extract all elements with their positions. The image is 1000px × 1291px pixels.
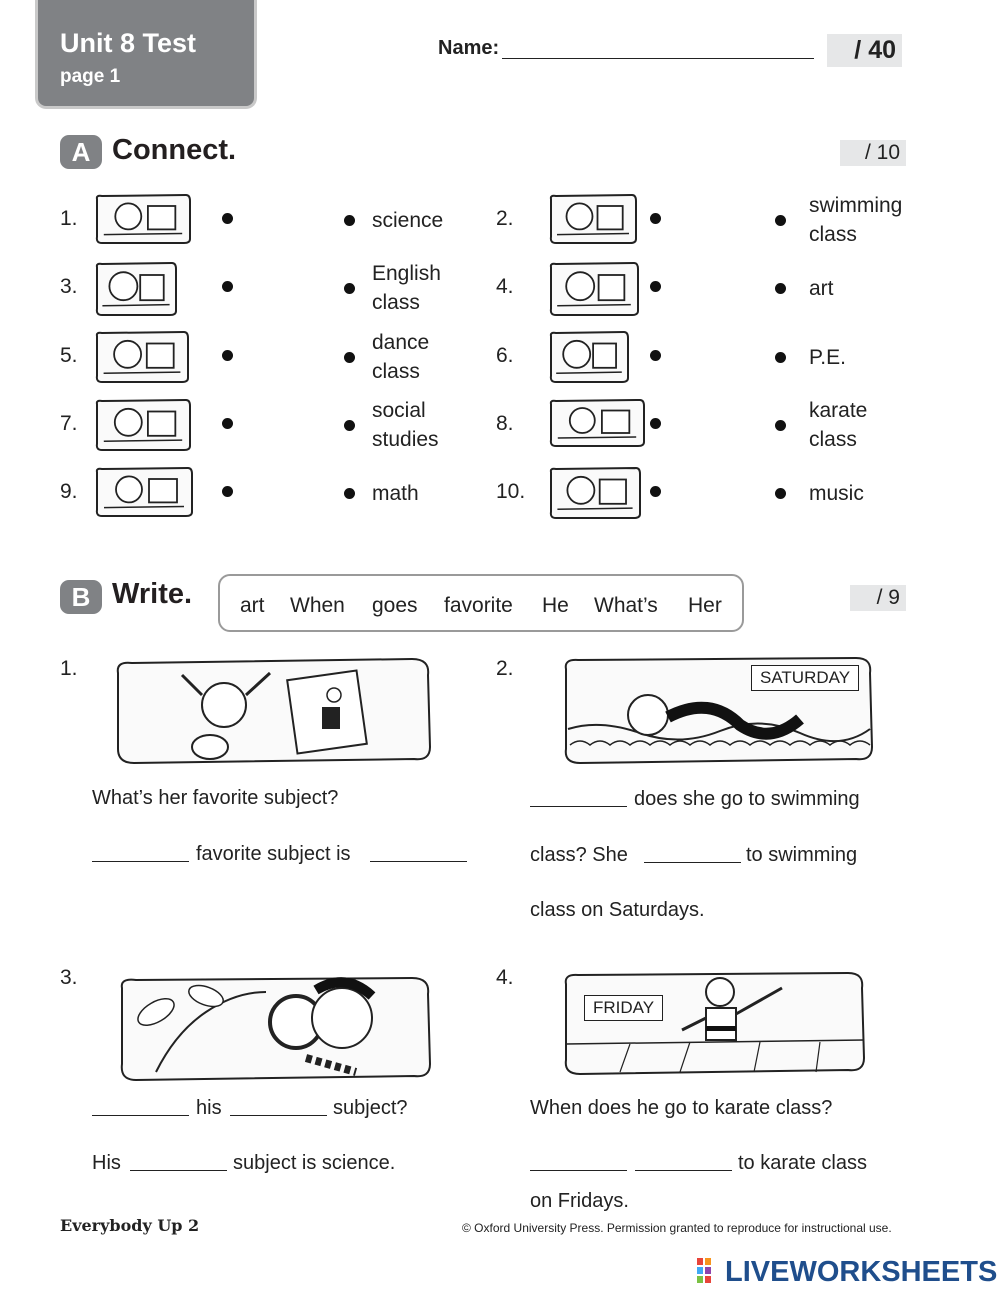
q2-text-4: class on Saturdays. xyxy=(530,899,705,921)
q3-blank-1[interactable] xyxy=(92,1115,189,1116)
q3-text-1: his xyxy=(196,1097,222,1119)
word-bank-word: Her xyxy=(688,594,722,617)
section-a-score: / 10 xyxy=(840,140,906,166)
connect-item-number: 7. xyxy=(60,412,78,435)
boy-karate-picture xyxy=(560,970,866,1076)
connect-word: swimming xyxy=(809,194,903,217)
connect-item-number: 10. xyxy=(496,480,526,503)
connect-item-number: 3. xyxy=(60,275,78,298)
connect-word: science xyxy=(372,209,444,232)
connect-item-number: 4. xyxy=(496,275,514,298)
connect-dot-left[interactable] xyxy=(650,418,661,429)
q1-blank-1[interactable] xyxy=(92,861,189,862)
connect-dot-left[interactable] xyxy=(222,350,233,361)
connect-dot-right[interactable] xyxy=(344,352,355,363)
connect-dot-right[interactable] xyxy=(775,352,786,363)
book-title: Everybody Up 2 xyxy=(60,1216,200,1235)
liveworksheets-brand: LIVEWORKSHEETS xyxy=(725,1256,998,1288)
connect-item-number: 6. xyxy=(496,344,514,367)
q2-blank-1[interactable] xyxy=(530,806,627,807)
question-number: 3. xyxy=(60,966,78,989)
connect-dot-right[interactable] xyxy=(775,420,786,431)
connect-item-number: 1. xyxy=(60,207,78,230)
girl-painting-picture xyxy=(112,655,434,767)
connect-word: English xyxy=(372,262,441,285)
connect-word: P.E. xyxy=(809,346,846,369)
connect-word: music xyxy=(809,482,864,505)
q3-blank-3[interactable] xyxy=(130,1170,227,1171)
liveworksheets-logo-icon xyxy=(697,1258,719,1284)
total-score: / 40 xyxy=(827,34,902,67)
connect-item-number: 8. xyxy=(496,412,514,435)
question-number: 4. xyxy=(496,966,514,989)
word-bank xyxy=(218,574,744,632)
q4-text-2: on Fridays. xyxy=(530,1190,629,1212)
painting-supplies-icon xyxy=(548,193,638,245)
hello-kids-icon xyxy=(94,466,194,518)
q2-text-1: does she go to swimming xyxy=(634,788,860,810)
connect-dot-left[interactable] xyxy=(222,213,233,224)
q4-text-1: to karate class xyxy=(738,1152,867,1174)
connect-dot-right[interactable] xyxy=(775,215,786,226)
computer-math-icon xyxy=(94,261,178,317)
q2-text-2: class? She xyxy=(530,844,628,866)
connect-word: karate xyxy=(809,399,868,422)
friday-label: FRIDAY xyxy=(584,995,663,1021)
connect-word-line2: class xyxy=(372,360,420,383)
musical-instruments-icon xyxy=(94,193,192,245)
q3-text-2: subject? xyxy=(333,1097,408,1119)
section-b-score: / 9 xyxy=(850,585,906,611)
word-bank-word: What’s xyxy=(594,594,658,617)
name-field[interactable] xyxy=(502,58,814,59)
saturday-label: SATURDAY xyxy=(751,665,859,691)
section-b-badge: B xyxy=(60,580,102,614)
section-a-badge: A xyxy=(60,135,102,169)
question-number: 1. xyxy=(60,657,78,680)
q2-text-3: to swimming xyxy=(746,844,858,866)
swimming-boy-icon xyxy=(548,466,642,520)
q1-text: favorite subject is xyxy=(196,843,351,865)
q2-blank-2[interactable] xyxy=(644,862,741,863)
dancing-girl-icon xyxy=(94,398,192,452)
name-label: Name: xyxy=(438,37,500,59)
connect-word: social xyxy=(372,399,426,422)
q3-blank-2[interactable] xyxy=(230,1115,327,1116)
connect-dot-left[interactable] xyxy=(222,418,233,429)
connect-dot-left[interactable] xyxy=(650,350,661,361)
connect-word-line2: class xyxy=(809,428,857,451)
connect-item-number: 2. xyxy=(496,207,514,230)
connect-dot-right[interactable] xyxy=(775,488,786,499)
connect-word-line2: class xyxy=(809,223,857,246)
connect-word: math xyxy=(372,482,419,505)
connect-item-number: 9. xyxy=(60,480,78,503)
q3-text-3: His xyxy=(92,1152,121,1174)
connect-dot-left[interactable] xyxy=(222,281,233,292)
q3-text-4: subject is science. xyxy=(233,1152,396,1174)
word-bank-word: When xyxy=(290,594,345,617)
connect-dot-right[interactable] xyxy=(344,215,355,226)
word-bank-word: goes xyxy=(372,594,418,617)
connect-dot-right[interactable] xyxy=(775,283,786,294)
connect-word: dance xyxy=(372,331,430,354)
word-bank-word: art xyxy=(240,594,265,617)
connect-dot-left[interactable] xyxy=(650,213,661,224)
word-bank-word: favorite xyxy=(444,594,513,617)
q4-blank-1[interactable] xyxy=(530,1170,627,1171)
connect-dot-left[interactable] xyxy=(222,486,233,497)
q1-blank-2[interactable] xyxy=(370,861,467,862)
boy-magnifier-picture xyxy=(116,972,434,1084)
karate-boy-icon xyxy=(548,261,640,317)
page-label: page 1 xyxy=(60,66,121,87)
q4-blank-2[interactable] xyxy=(635,1170,732,1171)
connect-dot-left[interactable] xyxy=(650,281,661,292)
section-b-title: Write. xyxy=(112,578,193,610)
connect-item-number: 5. xyxy=(60,344,78,367)
question-number: 2. xyxy=(496,657,514,680)
connect-dot-right[interactable] xyxy=(344,420,355,431)
connect-word: art xyxy=(809,277,834,300)
unit-title: Unit 8 Test xyxy=(60,28,197,58)
connect-dot-right[interactable] xyxy=(344,488,355,499)
connect-dot-left[interactable] xyxy=(650,486,661,497)
q4-question: When does he go to karate class? xyxy=(530,1097,833,1119)
science-tools-icon xyxy=(548,398,646,448)
connect-word-line2: studies xyxy=(372,428,439,451)
q1-question: What’s her favorite subject? xyxy=(92,787,339,809)
connect-word-line2: class xyxy=(372,291,420,314)
section-a-title: Connect. xyxy=(112,134,237,166)
connect-dot-right[interactable] xyxy=(344,283,355,294)
globe-map-icon xyxy=(94,330,190,384)
sports-equipment-icon xyxy=(548,330,630,384)
copyright-notice: © Oxford University Press. Permission granted to reproduce for instructional use. xyxy=(462,1221,892,1235)
word-bank-word: He xyxy=(542,594,569,617)
